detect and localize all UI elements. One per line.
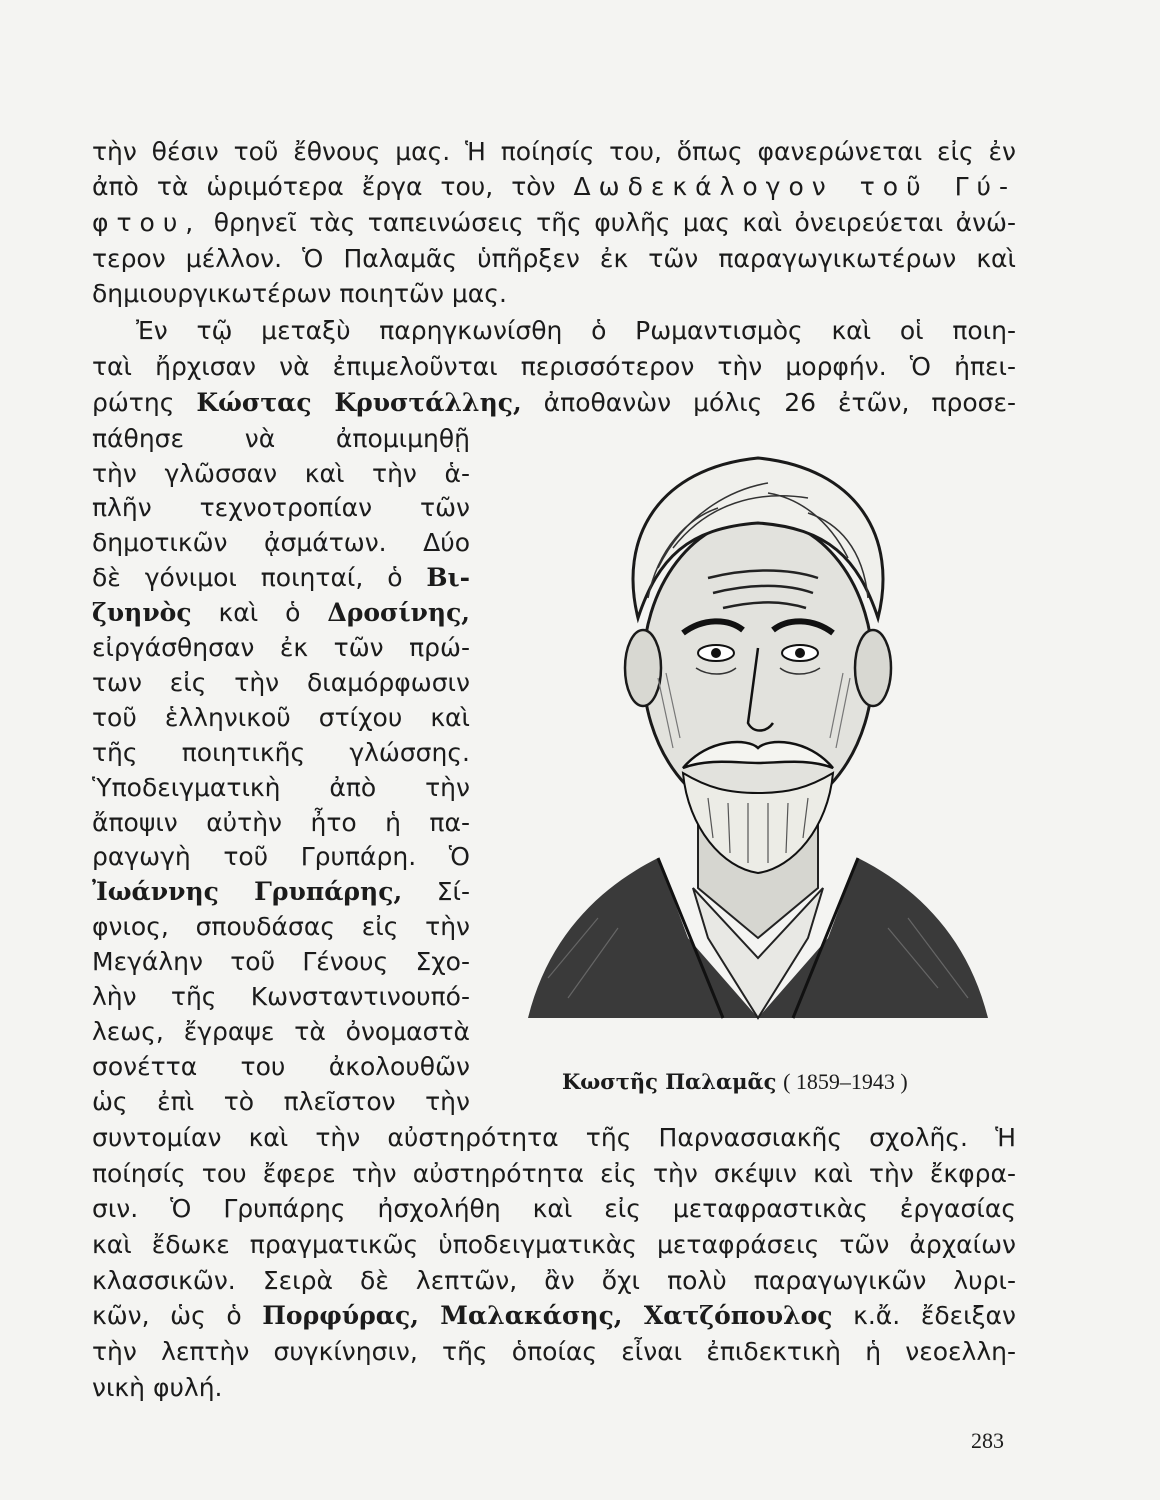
text-line: τερον μέλλον. Ὁ Παλαμᾶς ὑπῆρξεν ἐκ τῶν παραγωγικωτέρων καὶ [92,244,1016,273]
text-line: φνιος, σπουδάσας εἰς τὴν [92,912,470,941]
text-line: ρώτης Κώστας Κρυστάλλης, ἀποθανὼν μόλις 26 ἐτῶν, προσε- [92,388,1016,417]
text-line: Ἐν τῷ μεταξὺ παρηγκωνίσθη ὁ Ρωμαντισμὸς καὶ οἱ ποιη- [136,316,1016,345]
poet-name: Δροσίνης, [327,598,470,627]
text-line: δημοτικῶν ᾀσμάτων. Δύο [92,528,470,557]
text-line: Μεγάλην τοῦ Γένους Σχο- [92,947,470,976]
text-line: δὲ γόνιμοι ποιηταί, ὁ Βι- [92,563,470,592]
text-line: δημιουργικωτέρων ποιητῶν μας. [92,279,507,308]
figure-caption [562,1068,982,1096]
text-line: ταὶ ἤρχισαν νὰ ἐπιμελοῦνται περισσότερον τὴν μορφήν. Ὁ ἠπει- [92,352,1016,381]
text-line: πάθησε νὰ ἀπομιμηθῇ [92,424,470,453]
poet-name: Κώστας Κρυστάλλης, [196,388,522,417]
text-line: Ὑποδειγματικὴ ἀπὸ τὴν [92,773,470,802]
text-line: σιν. Ὁ Γρυπάρης ἠσχολήθη καὶ εἰς μεταφραστικὰς ἐργασίας [92,1194,1016,1223]
text-line: εἰργάσθησαν ἐκ τῶν πρώ- [92,633,470,662]
caption-dates: ( 1859–1943 ) [783,1069,908,1094]
poet-name: Ἰωάννης Γρυπάρης, [92,877,403,906]
text-line: λεως, ἔγραψε τὰ ὀνομαστὰ [92,1017,470,1046]
text-line: Ἰωάννης Γρυπάρης, Σί- [92,877,470,906]
text-line: ραγωγὴ τοῦ Γρυπάρη. Ὁ [92,842,470,871]
text-line: τὴν λεπτὴν συγκίνησιν, τῆς ὁποίας εἶναι ἐπιδεκτικὴ ἡ νεοελλη- [92,1337,1016,1366]
caption-name: Κωστῆς Παλαμᾶς [562,1069,777,1094]
page-number: 283 [971,1428,1004,1453]
text-line: λὴν τῆς Κωνσταντινουπό- [92,982,470,1011]
text-line: των εἰς τὴν διαμόρφωσιν [92,668,470,697]
text-line: πλῆν τεχνοτροπίαν τῶν [92,493,470,522]
text-line: κλασσικῶν. Σειρὰ δὲ λεπτῶν, ἂν ὄχι πολὺ παραγωγικῶν λυρι- [92,1266,1016,1295]
work-title-emphasis: Δωδεκάλογον τοῦ Γύ- [573,172,1016,201]
text-line: ἀπὸ τὰ ὡριμότερα ἔργα του, τὸν Δωδεκάλογον τοῦ Γύ- [92,172,1016,201]
text-line: τὴν γλῶσσαν καὶ τὴν ἁ- [92,459,470,488]
text-line: ζυηνὸς καὶ ὁ Δροσίνης, [92,598,470,627]
poet-names: Πορφύρας, Μαλακάσης, Χατζόπουλος [262,1301,833,1330]
text-line: συντομίαν καὶ τὴν αὐστηρότητα τῆς Παρνασσιακῆς σχολῆς. Ἡ [92,1123,1016,1152]
text-line: κῶν, ὡς ὁ Πορφύρας, Μαλακάσης, Χατζόπουλος κ.ἄ. ἔδειξαν [92,1301,1016,1330]
text-line: ὡς ἐπὶ τὸ πλεῖστον τὴν [92,1087,470,1116]
text-line: τοῦ ἑλληνικοῦ στίχου καὶ [92,703,470,732]
portrait-illustration [508,418,1008,1058]
text-line: φτου, θρηνεῖ τὰς ταπεινώσεις τῆς φυλῆς μας καὶ ὀνειρεύεται ἀνώ- [92,208,1016,237]
portrait-face [643,518,873,818]
text-line: ἄποψιν αὐτὴν ἦτο ἡ πα- [92,808,470,837]
text-line: ποίησίς του ἔφερε τὴν αὐστηρότητα εἰς τὴν σκέψιν καὶ τὴν ἔκφρα- [92,1159,1016,1188]
work-title-emphasis: φτου, [92,208,202,237]
text-line: καὶ ἔδωκε πραγματικῶς ὑποδειγματικὰς μεταφράσεις τῶν ἀρχαίων [92,1230,1016,1259]
text-line: τὴν θέσιν τοῦ ἔθνους μας. Ἡ ποίησίς του, ὅπως φανερώνεται εἰς ἐν [92,137,1016,166]
poet-name: ζυηνὸς [92,598,192,627]
text-line: σονέττα του ἀκολουθῶν [92,1052,470,1081]
text-line: τῆς ποιητικῆς γλώσσης. [92,738,470,767]
text-line: νικὴ φυλή. [92,1373,223,1402]
poet-name: Βι- [426,563,470,592]
